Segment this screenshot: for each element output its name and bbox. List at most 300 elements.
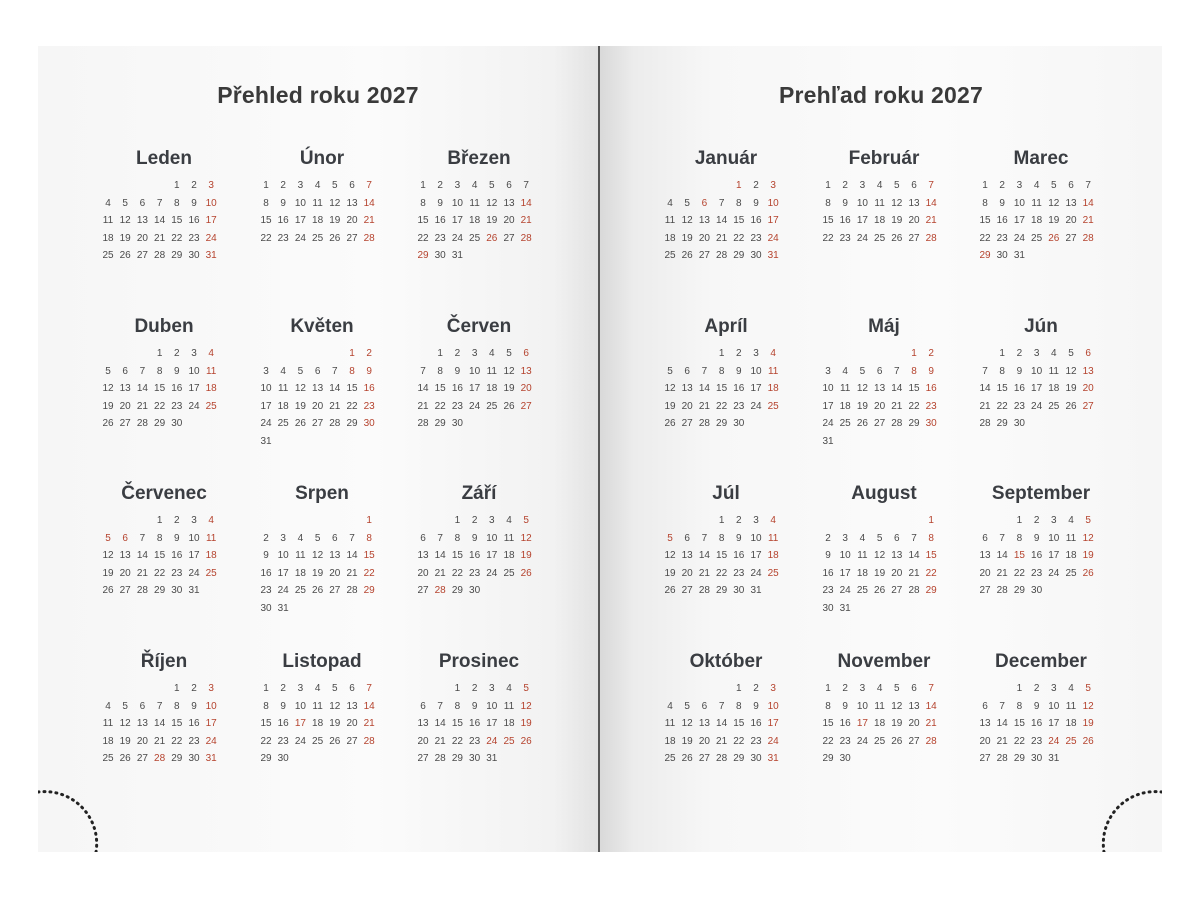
day-number: 26 (312, 585, 324, 596)
day-number: 23 (277, 232, 289, 244)
day-number: 14 (346, 550, 358, 561)
day-number: 23 (469, 735, 481, 747)
day-number: 25 (277, 418, 289, 429)
day-number: 26 (874, 585, 886, 596)
day-number: 11 (503, 700, 515, 712)
day-number: 31 (822, 435, 834, 447)
day-number: 19 (312, 567, 324, 579)
day-number: 22 (451, 567, 463, 579)
day-number: 11 (839, 383, 851, 394)
day-number: 27 (329, 585, 341, 596)
day-number: 10 (822, 383, 834, 394)
month-name: August (851, 483, 917, 504)
day-number: 14 (329, 383, 341, 394)
day-number: 2 (1033, 683, 1040, 694)
day-number: 23 (1031, 567, 1043, 579)
day-number: 7 (894, 365, 900, 377)
day-number: 15 (716, 383, 728, 394)
day-number: 6 (911, 683, 917, 694)
month-block (415, 649, 543, 764)
day-number: 11 (312, 197, 323, 209)
day-number: 3 (297, 180, 304, 191)
day-number: 16 (925, 383, 937, 394)
day-number: 19 (891, 718, 903, 729)
day-number: 7 (982, 365, 988, 377)
day-number: 11 (469, 197, 480, 209)
day-number: 25 (503, 735, 515, 747)
day-number: 21 (434, 735, 446, 747)
day-number: 15 (822, 718, 834, 729)
day-number: 22 (417, 232, 429, 244)
day-number: 3 (263, 365, 269, 377)
day-number: 14 (716, 215, 728, 226)
day-number: 5 (1085, 515, 1091, 526)
day-number: 4 (1051, 348, 1057, 359)
decorative-dotted-arc-icon (38, 782, 108, 852)
day-number: 26 (1082, 735, 1094, 747)
day-number: 24 (469, 400, 481, 412)
day-number: 16 (733, 383, 745, 394)
day-number: 17 (188, 383, 200, 394)
day-number: 12 (1048, 197, 1060, 209)
day-number: 11 (767, 365, 779, 377)
day-number: 15 (451, 718, 463, 729)
day-number: 11 (503, 532, 515, 544)
day-number: 15 (908, 383, 920, 394)
day-number: 3 (454, 180, 461, 191)
day-number: 28 (363, 735, 375, 747)
day-number: 4 (1068, 683, 1074, 694)
day-number: 15 (1013, 718, 1025, 729)
day-number: 31 (188, 585, 200, 596)
day-number: 12 (520, 700, 532, 712)
day-number: 8 (156, 365, 163, 377)
day-number: 23 (839, 232, 851, 244)
day-number: 25 (294, 585, 306, 596)
month-block (662, 481, 790, 596)
day-number: 24 (205, 735, 217, 747)
day-number: 16 (260, 567, 272, 579)
day-number: 16 (839, 215, 851, 226)
day-number: 7 (366, 180, 372, 191)
day-number: 17 (294, 718, 306, 729)
day-number: 20 (979, 735, 991, 747)
month-name: December (995, 651, 1087, 672)
day-number: 2 (174, 515, 180, 526)
day-number: 12 (520, 532, 532, 544)
day-number: 26 (520, 567, 532, 579)
day-number: 28 (434, 585, 446, 596)
day-number: 22 (822, 232, 834, 244)
month-block (977, 649, 1105, 764)
day-number: 28 (363, 232, 375, 244)
month-name: Október (689, 651, 763, 672)
day-number: 27 (874, 418, 886, 429)
day-number: 3 (770, 683, 776, 694)
day-number: 22 (260, 232, 272, 244)
day-number: 5 (332, 180, 338, 191)
day-number: 23 (996, 232, 1008, 244)
day-number: 18 (1031, 215, 1043, 226)
day-number: 25 (767, 400, 779, 412)
day-number: 20 (119, 400, 131, 412)
day-number: 8 (911, 365, 917, 377)
day-number: 27 (698, 250, 710, 261)
day-number: 7 (701, 365, 708, 377)
day-number: 8 (736, 197, 742, 209)
day-number: 8 (928, 532, 934, 544)
day-number: 25 (664, 250, 676, 261)
month-block (415, 314, 543, 429)
day-number: 10 (856, 700, 868, 712)
day-number: 4 (314, 180, 321, 191)
day-number: 6 (1085, 348, 1091, 359)
day-number: 13 (891, 550, 903, 561)
day-number: 28 (346, 585, 358, 596)
day-number: 7 (701, 532, 708, 544)
day-number: 4 (105, 700, 111, 712)
day-number: 25 (767, 567, 779, 579)
day-number: 7 (911, 532, 917, 544)
day-number: 26 (329, 232, 341, 244)
day-number: 8 (982, 197, 988, 209)
month-name: November (837, 651, 931, 672)
day-number: 22 (925, 567, 937, 579)
day-number: 29 (260, 753, 272, 764)
day-number: 12 (503, 365, 515, 377)
day-number: 18 (664, 232, 676, 244)
day-number: 29 (733, 250, 745, 261)
day-number: 23 (750, 735, 762, 747)
day-number: 13 (346, 700, 358, 712)
day-number: 15 (171, 215, 183, 226)
day-number: 21 (346, 567, 358, 579)
day-number: 5 (876, 532, 883, 544)
day-number: 18 (767, 383, 779, 394)
day-number: 9 (174, 532, 180, 544)
day-number: 6 (420, 700, 426, 712)
day-number: 5 (667, 365, 673, 377)
day-number: 30 (171, 418, 183, 429)
day-number: 14 (996, 718, 1008, 729)
day-number: 9 (736, 532, 742, 544)
day-number: 7 (156, 197, 163, 209)
day-number: 27 (698, 753, 710, 764)
day-number: 14 (925, 700, 937, 712)
day-number: 19 (681, 232, 693, 244)
day-number: 30 (363, 418, 375, 429)
day-number: 21 (417, 400, 429, 412)
day-number: 8 (736, 700, 742, 712)
day-number: 9 (1033, 532, 1040, 544)
day-number: 5 (122, 197, 128, 209)
day-number: 3 (770, 180, 776, 191)
day-number: 9 (191, 700, 197, 712)
day-number: 27 (503, 232, 515, 244)
day-number: 2 (174, 348, 180, 359)
day-number: 3 (753, 515, 759, 526)
day-number: 6 (523, 348, 529, 359)
day-number: 24 (1031, 400, 1043, 412)
day-number: 21 (1082, 215, 1094, 226)
day-number: 18 (767, 550, 779, 561)
day-number: 28 (329, 418, 341, 429)
day-number: 2 (842, 683, 848, 694)
day-number: 23 (750, 232, 762, 244)
day-number: 28 (434, 753, 446, 764)
day-number: 22 (260, 735, 272, 747)
day-number: 22 (154, 400, 166, 412)
day-number: 28 (925, 232, 937, 244)
day-number: 20 (874, 400, 886, 412)
month-name: Červen (446, 316, 512, 337)
day-number: 12 (664, 550, 676, 561)
day-number: 13 (1065, 197, 1077, 209)
day-number: 2 (753, 683, 759, 694)
day-number: 29 (154, 585, 166, 596)
day-number: 23 (171, 567, 183, 579)
day-number: 20 (908, 718, 920, 729)
day-number: 7 (420, 365, 426, 377)
day-number: 11 (1031, 197, 1042, 209)
day-number: 13 (346, 197, 358, 209)
day-number: 14 (136, 550, 148, 561)
day-number: 14 (698, 550, 710, 561)
day-number: 19 (520, 718, 532, 729)
day-number: 22 (171, 735, 183, 747)
day-number: 5 (489, 180, 495, 191)
day-number: 3 (825, 365, 831, 377)
day-number: 31 (839, 602, 851, 614)
day-number: 9 (999, 197, 1005, 209)
day-number: 30 (750, 753, 762, 764)
day-number: 21 (154, 735, 166, 747)
day-number: 31 (750, 585, 762, 596)
day-number: 5 (105, 532, 111, 544)
day-number: 3 (859, 683, 866, 694)
day-number: 21 (329, 400, 341, 412)
day-number: 7 (928, 180, 934, 191)
day-number: 10 (1013, 197, 1025, 209)
day-number: 23 (451, 400, 463, 412)
day-number: 31 (451, 250, 463, 261)
day-number: 21 (520, 215, 532, 226)
day-number: 3 (297, 683, 304, 694)
day-number: 17 (451, 215, 463, 226)
day-number: 4 (667, 197, 673, 209)
page-title: Přehled roku 2027 (217, 82, 419, 108)
day-number: 13 (979, 718, 991, 729)
day-number: 10 (1031, 365, 1043, 377)
day-number: 18 (1048, 383, 1060, 394)
day-number: 1 (1016, 683, 1023, 694)
day-number: 17 (1013, 215, 1025, 226)
day-number: 13 (136, 718, 148, 729)
day-number: 20 (891, 567, 903, 579)
day-number: 14 (363, 700, 375, 712)
day-number: 11 (857, 550, 868, 561)
day-number: 29 (908, 418, 920, 429)
day-number: 15 (417, 215, 429, 226)
day-number: 30 (188, 250, 200, 261)
day-number: 29 (996, 418, 1008, 429)
day-number: 19 (681, 735, 693, 747)
day-number: 11 (1065, 700, 1077, 712)
day-number: 20 (698, 735, 710, 747)
day-number: 22 (996, 400, 1008, 412)
day-number: 17 (856, 718, 868, 729)
day-number: 29 (154, 418, 166, 429)
day-number: 12 (681, 215, 693, 226)
day-number: 12 (119, 215, 131, 226)
day-number: 13 (119, 550, 131, 561)
day-number: 24 (767, 232, 779, 244)
day-number: 6 (911, 180, 917, 191)
day-number: 27 (346, 232, 358, 244)
day-number: 13 (681, 550, 693, 561)
day-number: 7 (437, 532, 443, 544)
day-number: 6 (122, 532, 128, 544)
day-number: 6 (139, 700, 146, 712)
day-number: 13 (119, 383, 131, 394)
day-number: 23 (839, 735, 851, 747)
day-number: 26 (856, 418, 868, 429)
day-number: 19 (329, 215, 341, 226)
day-number: 5 (314, 532, 321, 544)
day-number: 17 (294, 215, 306, 226)
day-number: 19 (520, 550, 532, 561)
month-block (258, 649, 386, 764)
day-number: 17 (469, 383, 481, 394)
day-number: 9 (471, 700, 478, 712)
day-number: 4 (1068, 515, 1074, 526)
month-name: Apríl (704, 316, 748, 337)
day-number: 28 (698, 418, 710, 429)
day-number: 4 (280, 365, 286, 377)
day-number: 3 (280, 532, 286, 544)
day-number: 6 (982, 700, 988, 712)
day-number: 27 (1082, 400, 1094, 412)
day-number: 27 (520, 400, 532, 412)
day-number: 26 (681, 753, 693, 764)
day-number: 16 (996, 215, 1008, 226)
day-number: 11 (874, 197, 885, 209)
month-name: Január (694, 148, 758, 169)
day-number: 13 (503, 197, 515, 209)
day-number: 28 (979, 418, 991, 429)
day-number: 27 (346, 735, 358, 747)
day-number: 26 (119, 753, 131, 764)
day-number: 28 (925, 735, 937, 747)
day-number: 9 (753, 700, 759, 712)
day-number: 5 (506, 348, 512, 359)
day-number: 14 (908, 550, 920, 561)
day-number: 4 (506, 683, 512, 694)
day-number: 24 (486, 567, 498, 579)
day-number: 15 (822, 215, 834, 226)
day-number: 5 (523, 515, 529, 526)
day-number: 18 (1065, 550, 1077, 561)
day-number: 9 (366, 365, 372, 377)
day-number: 21 (698, 400, 710, 412)
day-number: 18 (874, 215, 886, 226)
day-number: 26 (102, 585, 114, 596)
day-number: 14 (925, 197, 937, 209)
day-number: 21 (716, 735, 728, 747)
day-number: 20 (417, 735, 429, 747)
day-number: 15 (979, 215, 991, 226)
day-number: 15 (925, 550, 937, 561)
day-number: 2 (736, 515, 742, 526)
day-number: 28 (698, 585, 710, 596)
day-number: 27 (136, 753, 148, 764)
day-number: 1 (174, 683, 180, 694)
month-name: Leden (136, 148, 192, 169)
day-number: 22 (434, 400, 446, 412)
day-number: 8 (454, 700, 461, 712)
day-number: 9 (825, 550, 831, 561)
day-number: 13 (1082, 365, 1094, 377)
day-number: 10 (1048, 700, 1060, 712)
day-number: 19 (664, 567, 676, 579)
day-number: 28 (154, 250, 166, 261)
day-number: 10 (260, 383, 272, 394)
day-number: 20 (1065, 215, 1077, 226)
day-number: 27 (681, 585, 693, 596)
day-number: 26 (681, 250, 693, 261)
day-number: 16 (188, 215, 200, 226)
day-number: 25 (856, 585, 868, 596)
day-number: 13 (698, 718, 710, 729)
day-number: 25 (503, 567, 515, 579)
day-number: 14 (154, 718, 166, 729)
day-number: 2 (263, 532, 269, 544)
day-number: 31 (205, 250, 217, 261)
day-number: 14 (1082, 197, 1094, 209)
page-title: Prehľad roku 2027 (778, 82, 984, 108)
day-number: 28 (996, 753, 1008, 764)
day-number: 30 (1031, 753, 1043, 764)
day-number: 9 (1033, 700, 1040, 712)
day-number: 27 (979, 753, 991, 764)
day-number: 20 (119, 567, 131, 579)
day-number: 20 (346, 215, 358, 226)
day-number: 25 (1065, 567, 1077, 579)
day-number: 2 (366, 348, 372, 359)
day-number: 2 (1033, 515, 1040, 526)
day-number: 1 (454, 683, 461, 694)
day-number: 3 (208, 683, 214, 694)
day-number: 15 (260, 215, 272, 226)
day-number: 16 (363, 383, 375, 394)
day-number: 1 (156, 348, 163, 359)
day-number: 26 (891, 735, 903, 747)
day-number: 27 (908, 735, 920, 747)
day-number: 28 (136, 585, 148, 596)
day-number: 22 (733, 232, 745, 244)
day-number: 20 (681, 567, 693, 579)
day-number: 11 (102, 718, 114, 729)
month-block (415, 481, 543, 596)
day-number: 2 (191, 683, 197, 694)
month-block (662, 146, 790, 261)
day-number: 15 (451, 550, 463, 561)
day-number: 12 (329, 700, 341, 712)
day-number: 15 (996, 383, 1008, 394)
day-number: 28 (520, 232, 532, 244)
day-number: 8 (366, 532, 372, 544)
day-number: 25 (312, 232, 324, 244)
